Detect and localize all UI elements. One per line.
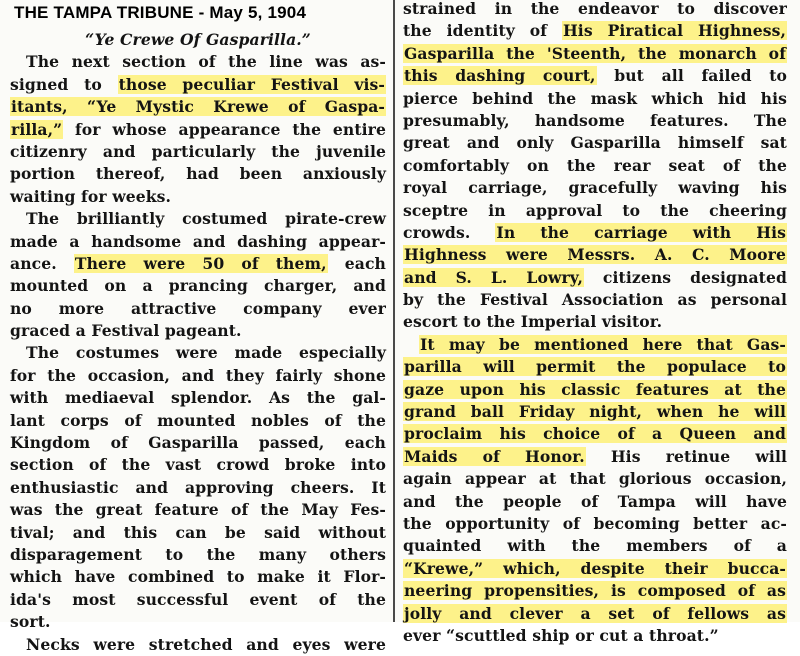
highlighted-text: rilla,” bbox=[11, 119, 63, 139]
text-line bbox=[10, 611, 386, 633]
line-text: Necks were stretched and eyes were bbox=[26, 634, 386, 654]
line-text: which have combined to make it Flor- bbox=[10, 567, 386, 587]
line-text: each bbox=[327, 253, 386, 273]
line-text: pierce behind the mask which hid his bbox=[403, 88, 787, 108]
highlighted-text: It may be mentioned here that Gas- bbox=[420, 334, 786, 354]
line-text: The next section of the line was as- bbox=[26, 52, 386, 72]
text-line bbox=[403, 289, 787, 311]
text-line bbox=[403, 65, 787, 87]
highlighted-text: Highness were Messrs. A. C. Moore bbox=[404, 245, 786, 265]
line-text: portion thereof, had been anxiously bbox=[10, 164, 386, 184]
line-text: ance. bbox=[10, 253, 74, 273]
left-column bbox=[10, 29, 386, 656]
line-text: sort. bbox=[10, 612, 51, 632]
text-line bbox=[10, 634, 386, 656]
text-line bbox=[403, 401, 787, 423]
line-text: was the great feature of the May Fes- bbox=[10, 500, 386, 520]
highlighted-text: proclaim his choice of a Queen and bbox=[404, 424, 786, 444]
highlighted-text: “Krewe,” which, despite their bucca- bbox=[404, 558, 786, 578]
text-line bbox=[403, 43, 787, 65]
text-line bbox=[403, 20, 787, 42]
text-line bbox=[10, 119, 386, 141]
text-line bbox=[403, 200, 787, 222]
highlighted-text: neering propensities, is composed of as bbox=[404, 581, 786, 601]
highlighted-text: this dashing court, bbox=[404, 66, 596, 86]
text-line bbox=[10, 544, 386, 566]
line-text: great and only Gasparilla himself sat bbox=[403, 133, 787, 153]
line-text: again appear at that glorious occasion, bbox=[403, 469, 787, 489]
line-text: mounted on a prancing charger, and bbox=[10, 276, 386, 296]
line-text: disparagement to the many others bbox=[10, 544, 386, 564]
text-line bbox=[10, 163, 386, 185]
highlighted-text: jolly and clever a set of fellows as bbox=[404, 603, 786, 623]
text-line bbox=[403, 155, 787, 177]
line-text: the opportunity of becoming better ac- bbox=[403, 513, 787, 533]
line-text: royal carriage, gracefully waving his bbox=[403, 178, 787, 198]
line-text: but all failed to bbox=[596, 66, 788, 86]
line-text: crowds. bbox=[403, 222, 496, 242]
text-line bbox=[403, 311, 787, 333]
highlighted-text: Maids of Honor. bbox=[404, 446, 585, 466]
text-line bbox=[10, 387, 386, 409]
article-title: “Ye Crewe Of Gasparilla.” bbox=[85, 30, 311, 49]
text-line bbox=[10, 275, 386, 297]
text-line bbox=[403, 446, 787, 468]
text-line bbox=[10, 74, 386, 96]
text-line bbox=[10, 298, 386, 320]
text-line bbox=[403, 244, 787, 266]
text-line bbox=[403, 110, 787, 132]
text-line bbox=[403, 379, 787, 401]
right-column bbox=[403, 0, 787, 647]
text-line bbox=[403, 0, 787, 20]
text-line bbox=[10, 96, 386, 118]
text-line bbox=[403, 334, 787, 356]
left-column-body bbox=[10, 51, 386, 656]
clipping-header: THE TAMPA TRIBUNE - May 5, 1904 bbox=[14, 3, 307, 22]
text-line bbox=[10, 410, 386, 432]
text-line bbox=[403, 580, 787, 602]
line-text: ever “scuttled ship or cut a throat.” bbox=[403, 625, 719, 645]
text-line bbox=[403, 468, 787, 490]
line-text: with mediaeval splendor. As the gal- bbox=[10, 388, 386, 408]
line-text: signed to bbox=[10, 74, 118, 94]
line-text: citizenry and particularly the juvenile bbox=[10, 141, 386, 161]
text-line bbox=[403, 513, 787, 535]
line-text: sceptre in approval to the cheering bbox=[403, 200, 787, 220]
text-line bbox=[10, 365, 386, 387]
text-line bbox=[403, 491, 787, 513]
line-text: by the Festival Association as personal bbox=[403, 290, 787, 310]
line-text: enthusiastic and approving cheers. It bbox=[10, 477, 386, 497]
line-text: graced a Festival pageant. bbox=[10, 321, 242, 341]
text-line bbox=[10, 477, 386, 499]
line-text: no more attractive company ever bbox=[10, 298, 386, 318]
line-text: ida's most successful event of the bbox=[10, 589, 386, 609]
line-text: comfortably on the rear seat of the bbox=[403, 155, 787, 175]
text-line bbox=[10, 208, 386, 230]
highlighted-text: Gasparilla the 'Steenth, the monarch of bbox=[404, 43, 786, 63]
text-line bbox=[403, 177, 787, 199]
text-line bbox=[10, 342, 386, 364]
text-line bbox=[403, 625, 787, 647]
line-text: tival; and this can be said without bbox=[10, 522, 386, 542]
highlighted-text: In the carriage with His bbox=[496, 222, 786, 242]
line-text: quainted with the members of a bbox=[403, 536, 787, 556]
text-line bbox=[403, 356, 787, 378]
text-line bbox=[10, 432, 386, 454]
line-text: section of the vast crowd broke into bbox=[10, 455, 386, 475]
text-line bbox=[10, 320, 386, 342]
text-line bbox=[403, 267, 787, 289]
text-line bbox=[10, 499, 386, 521]
highlighted-text: His Piratical Highness, bbox=[562, 21, 787, 41]
line-text: for the occasion, and they fairly shone bbox=[10, 365, 386, 385]
line-text: strained in the endeavor to discover bbox=[403, 0, 787, 18]
column-divider bbox=[393, 0, 395, 622]
highlighted-text: gaze upon his classic features at the bbox=[404, 379, 786, 399]
line-text: lant corps of mounted nobles of the bbox=[10, 410, 386, 430]
text-line bbox=[10, 566, 386, 588]
text-line bbox=[403, 88, 787, 110]
line-text: presumably, handsome features. The bbox=[403, 110, 787, 130]
text-line bbox=[10, 186, 386, 208]
line-text: The costumes were made especially bbox=[26, 343, 386, 363]
text-line bbox=[10, 589, 386, 611]
line-text: and the people of Tampa will have bbox=[403, 491, 787, 511]
line-text: waiting for weeks. bbox=[10, 186, 172, 206]
text-line bbox=[403, 132, 787, 154]
highlighted-text: itants, “Ye Mystic Krewe of Gaspa- bbox=[11, 97, 385, 117]
line-text: escort to the Imperial visitor. bbox=[403, 312, 663, 332]
text-line bbox=[10, 454, 386, 476]
line-text: for whose appearance the entire bbox=[63, 119, 386, 139]
line-text: The brilliantly costumed pirate-crew bbox=[26, 209, 386, 229]
highlighted-text: parilla will permit the populace to bbox=[404, 357, 786, 377]
text-line bbox=[10, 253, 386, 275]
text-line bbox=[403, 558, 787, 580]
highlighted-text: There were 50 of them, bbox=[74, 253, 327, 273]
text-line bbox=[10, 51, 386, 73]
highlighted-text: and S. L. Lowry, bbox=[404, 267, 583, 287]
highlighted-text: those peculiar Festival vis- bbox=[118, 74, 386, 94]
line-text: Kingdom of Gasparilla passed, each bbox=[10, 433, 386, 453]
text-line bbox=[10, 141, 386, 163]
line-text: the identity of bbox=[403, 21, 562, 41]
highlighted-text: grand ball Friday night, when he will bbox=[404, 402, 786, 422]
text-line bbox=[403, 535, 787, 557]
text-line bbox=[403, 222, 787, 244]
line-text: made a handsome and dashing appear- bbox=[10, 231, 386, 251]
text-line bbox=[403, 423, 787, 445]
line-text: citizens designated bbox=[583, 267, 787, 287]
line-text: His retinue will bbox=[585, 446, 787, 466]
text-line bbox=[10, 231, 386, 253]
text-line bbox=[10, 522, 386, 544]
